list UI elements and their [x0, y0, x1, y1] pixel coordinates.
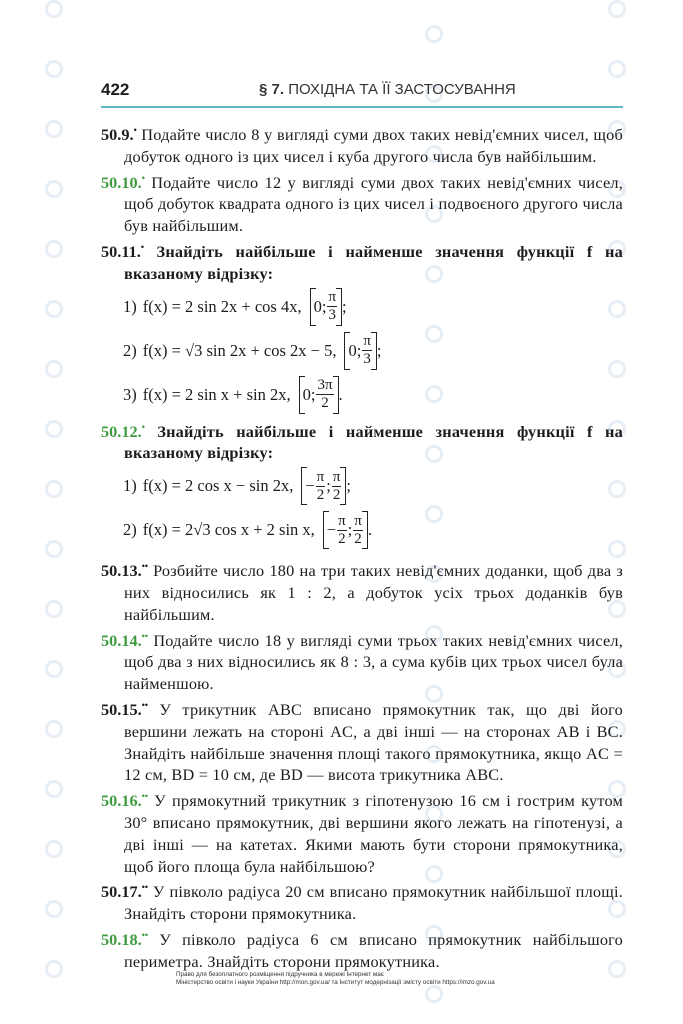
problem-50-12 — [101, 417, 623, 465]
watermark-logo-icon — [45, 180, 63, 198]
formula-item: 2) f(x) = 2√3 cos x + 2 sin x, − $\frac{\pi}{2}$ ; π 2 . — [101, 508, 623, 552]
problem-text: Знайдіть найбільше і найменше значення функції f на вказаному відрізку: — [124, 241, 623, 283]
problem-50-13 — [101, 556, 623, 625]
problem-number: 50.11.• — [101, 241, 144, 261]
watermark-logo-icon — [45, 300, 63, 318]
exercise-list — [101, 120, 623, 973]
problem-number: 50.16.•• — [101, 791, 149, 811]
problem-50-18 — [101, 925, 623, 973]
problem-number: 50.12.• — [101, 421, 145, 441]
watermark-logo-icon — [45, 840, 63, 858]
interval: − $\frac{\pi}{2}$ ; π 2 — [301, 467, 346, 505]
copyright-footer — [176, 971, 576, 987]
formula-item: 1) f(x) = 2 cos x − sin 2x, − $\frac{\pi}{2}$ ; π 2 ; — [101, 464, 623, 508]
problem-text: У трикутник ABC вписано прямокутник так, що дві його вершини лежать на стороні AC, а дві інші — на сторонах AB і BC. Знайдіть найбільше значення площі такого прямокутника, якщо AC = 12 см, BD = 10 см, де BD — висота трикутника ABC. — [124, 699, 623, 785]
problem-text: Подайте число 12 у вигляді суми двох таких невід'ємних чисел, щоб добуток квадрата одного із цих чисел і подвоєного другого числа був найбільшим. — [124, 172, 623, 236]
problem-number: 50.14.•• — [101, 630, 149, 650]
watermark-logo-icon — [608, 60, 626, 78]
section-title — [259, 81, 516, 98]
interval: − $\frac{\pi}{2}$ ; π 2 — [323, 511, 368, 549]
problem-50-16 — [101, 786, 623, 877]
problem-50-9 — [101, 120, 623, 168]
formula-item: 2) f(x) = √3 sin 2x + cos 2x − 5, 0 ; π 3 ; — [101, 329, 623, 373]
watermark-logo-icon — [45, 480, 63, 498]
problem-50-14 — [101, 626, 623, 695]
watermark-logo-icon — [45, 720, 63, 738]
problem-50-17 — [101, 877, 623, 925]
formula-item: 1) f(x) = 2 sin 2x + cos 4x, 0 ; π 3 ; — [101, 285, 623, 329]
watermark-logo-icon — [45, 660, 63, 678]
problem-50-10 — [101, 168, 623, 237]
section-mark: § 7. — [259, 81, 285, 98]
watermark-logo-icon — [45, 60, 63, 78]
problem-50-11 — [101, 237, 623, 285]
problem-number: 50.15.•• — [101, 699, 149, 719]
watermark-logo-icon — [425, 985, 443, 1003]
problem-number: 50.18.•• — [101, 929, 149, 949]
problem-text: У півколо радіуса 20 см вписано прямокутник найбільшої площі. Знайдіть сторони прямокутника. — [124, 882, 623, 924]
page-number: 422 — [101, 80, 130, 99]
problem-text: Розбийте число 180 на три таких невід'ємних доданки, щоб два з них відносились як 1 : 2, а добуток усіх трьох доданків був найбільшим. — [124, 561, 623, 624]
problem-number: 50.13.•• — [101, 561, 149, 581]
watermark-logo-icon — [45, 900, 63, 918]
problem-text: У півколо радіуса 6 см вписано прямокутник найбільшого периметра. Знайдіть сторони прямокутника. — [124, 929, 623, 971]
problem-text: Подайте число 8 у вигляді суми двох таких невід'ємних чисел, щоб добуток одного із цих чисел і куба другого числа був найбільшим. — [124, 125, 623, 166]
watermark-logo-icon — [45, 540, 63, 558]
watermark-logo-icon — [45, 780, 63, 798]
watermark-logo-icon — [45, 120, 63, 138]
watermark-logo-icon — [425, 25, 443, 43]
watermark-logo-icon — [45, 420, 63, 438]
problem-50-15 — [101, 695, 623, 786]
problem-text: Подайте число 18 у вигляді суми трьох таких невід'ємних чисел, щоб два з них відносились як 8 : 3, а сума кубів цих трьох чисел була найменшою. — [124, 630, 623, 694]
watermark-logo-icon — [45, 600, 63, 618]
problem-number: 50.9.• — [101, 125, 137, 144]
interval: 0 ; 3π 2 — [299, 376, 339, 414]
interval: 0 ; π 3 — [310, 288, 342, 326]
watermark-logo-icon — [608, 0, 626, 18]
watermark-logo-icon — [45, 0, 63, 18]
formula-item: 3) f(x) = 2 sin x + sin 2x, 0 ; 3π 2 . — [101, 373, 623, 417]
problem-number: 50.10.• — [101, 172, 145, 192]
footer-line: Право для безоплатного розміщення підручника в мережі Інтернет має — [176, 971, 384, 978]
section-title-text: ПОХІДНА ТА ЇЇ ЗАСТОСУВАННЯ — [288, 81, 516, 98]
watermark-logo-icon — [45, 360, 63, 378]
interval: 0 ; π 3 — [344, 332, 376, 370]
page-header — [101, 80, 623, 108]
problem-text: Знайдіть найбільше і найменше значення функції f на вказаному відрізку: — [124, 421, 623, 463]
problem-number: 50.17.•• — [101, 882, 149, 902]
watermark-logo-icon — [45, 240, 63, 258]
problem-text: У прямокутний трикутник з гіпотенузою 16 см і гострим кутом 30° вписано прямокутник, дві вершини якого лежать на гіпотенузі, а дві інші — на катетах. Якими мають бути сторони прямокутника, щоб його площа була найбільшою? — [124, 791, 623, 876]
footer-line: Міністерство освіти і науки України http://mon.gov.ua/ та Інститут модернізації змісту освіти https://imzo.gov.ua — [176, 979, 495, 986]
watermark-logo-icon — [45, 960, 63, 978]
